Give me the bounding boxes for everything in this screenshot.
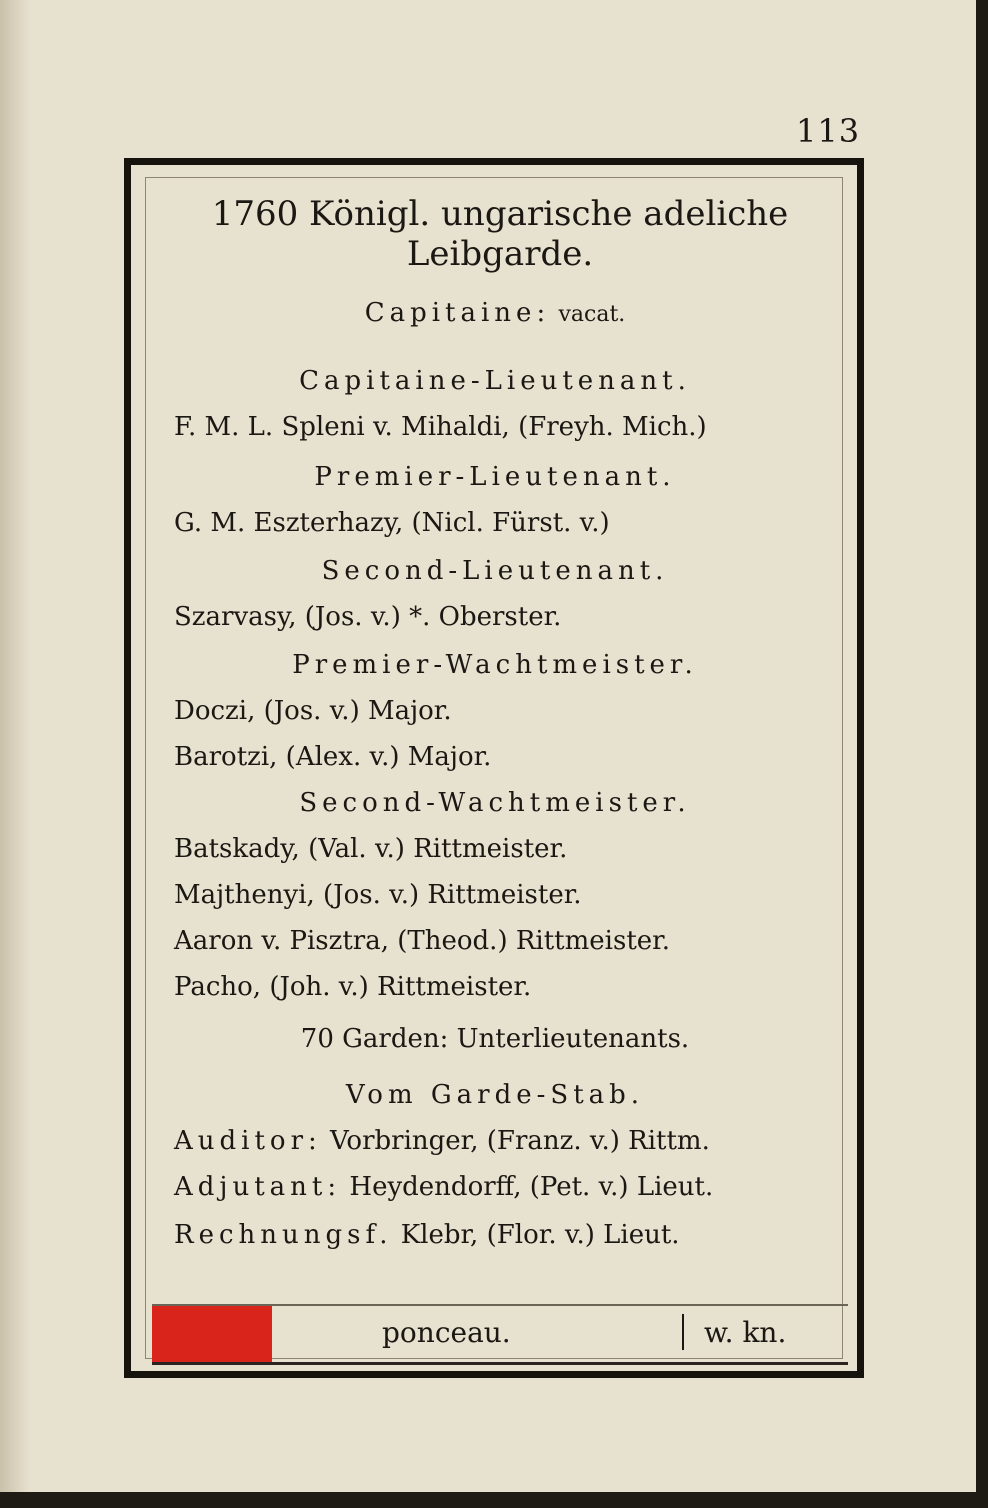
second-wachtmeister-person-4: Pacho, (Joh. v.) Rittmeister. [174, 972, 532, 1002]
garde-stab-role: Adjutant: [174, 1172, 342, 1202]
uniform-color-swatch [152, 1306, 272, 1362]
heading-line-2: Leibgarde. [406, 234, 594, 274]
garde-stab-name: Heydendorff, (Pet. v.) Lieut. [349, 1172, 714, 1202]
garde-stab-title: Vom Garde-Stab. [345, 1080, 645, 1110]
garde-stab-name: Klebr, (Flor. v.) Lieut. [400, 1220, 680, 1250]
premier-wachtmeister-title: Premier-Wachtmeister. [292, 650, 698, 680]
garde-stab-name: Vorbringer, (Franz. v.) Rittm. [330, 1126, 710, 1156]
capitaine-line [150, 298, 840, 328]
second-wachtmeister-person-3: Aaron v. Pisztra, (Theod.) Rittmeister. [174, 926, 671, 956]
second-lieutenant-person: Szarvasy, (Jos. v.) *. Oberster. [174, 602, 562, 632]
uniform-buttons-label: w. kn. [704, 1316, 787, 1349]
premier-wachtmeister-person-1: Doczi, (Jos. v.) Major. [174, 696, 452, 726]
garden-line: 70 Garden: Unterlieutenants. [300, 1024, 690, 1054]
second-wachtmeister-person-1: Batskady, (Val. v.) Rittmeister. [174, 834, 568, 864]
garde-stab-entry-3 [174, 1220, 680, 1250]
capitaine-value: vacat. [558, 302, 626, 327]
gutter-shadow [0, 0, 30, 1492]
uniform-color-label: ponceau. [382, 1316, 511, 1349]
premier-lieutenant-person: G. M. Eszterhazy, (Nicl. Fürst. v.) [174, 508, 610, 538]
uniform-separator [682, 1314, 684, 1350]
capitaine-title: Capitaine: [364, 298, 551, 328]
capitaine-lieutenant-person: F. M. L. Spleni v. Mihaldi, (Freyh. Mich.) [174, 412, 707, 442]
capitaine-lieutenant-title: Capitaine-Lieutenant. [299, 366, 691, 396]
page-number: 113 [796, 112, 861, 150]
roster-heading [150, 194, 850, 274]
second-wachtmeister-title: Second-Wachtmeister. [299, 788, 691, 818]
uniform-color-bar [152, 1304, 848, 1365]
garde-stab-role: Auditor: [174, 1126, 322, 1156]
second-wachtmeister-person-2: Majthenyi, (Jos. v.) Rittmeister. [174, 880, 582, 910]
premier-lieutenant-title: Premier-Lieutenant. [314, 462, 676, 492]
premier-wachtmeister-person-2: Barotzi, (Alex. v.) Major. [174, 742, 492, 772]
heading-line-1: 1760 Königl. ungarische adeliche [211, 194, 789, 234]
second-lieutenant-title: Second-Lieutenant. [321, 556, 669, 586]
garde-stab-entry-1 [174, 1126, 710, 1156]
garde-stab-role: Rechnungsf. [174, 1220, 393, 1250]
garde-stab-entry-2 [174, 1172, 713, 1202]
